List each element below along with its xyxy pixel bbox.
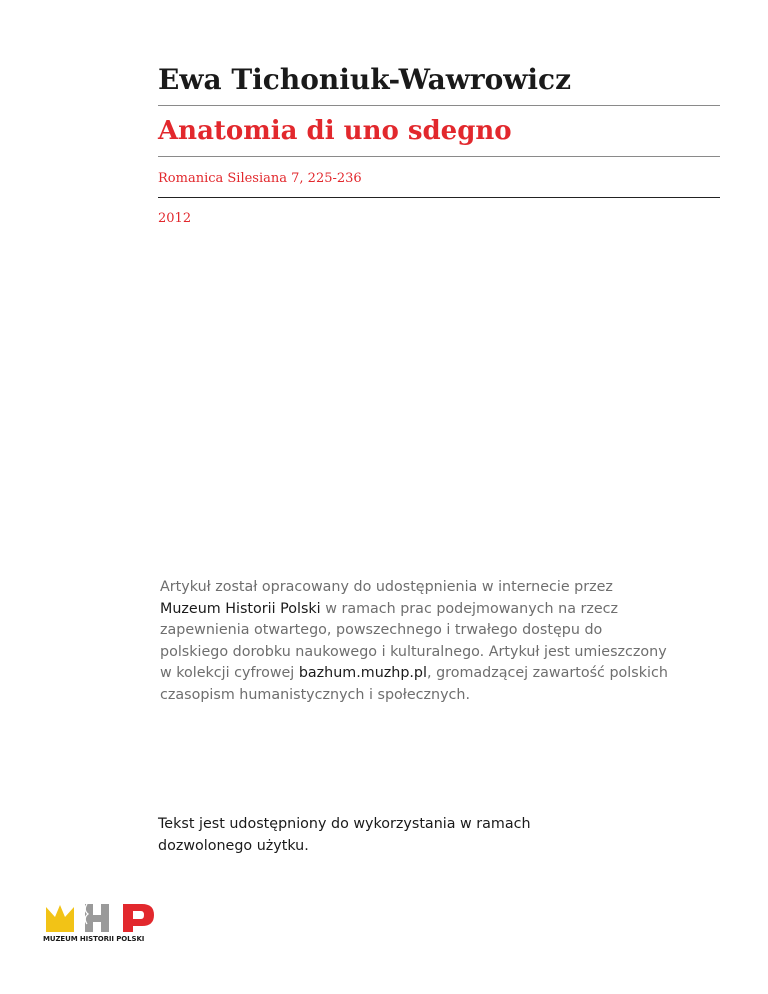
logo-p-shape [123,904,154,932]
notice-line: polskiego dorobku naukowego i kulturalnego. Artykuł jest umieszczony [160,643,667,660]
author-name: Ewa Tichoniuk-Wawrowicz [158,63,571,96]
museum-logo [43,900,173,946]
notice-text: , gromadzącej zawartość polskich [426,665,668,681]
divider [158,156,720,157]
notice-line [160,663,720,685]
notice-text: w kolekcji cyfrowej [160,665,299,681]
article-title: Anatomia di uno sdegno [158,116,512,146]
notice-text: w ramach prac podejmowanych na rzecz [320,600,619,617]
logo-h-shape [85,904,109,932]
museum-logo-icon [43,900,173,934]
divider [158,197,720,198]
divider [158,105,720,106]
collection-link[interactable]: bazhum.muzhp.pl [298,665,427,681]
notice-line: Artykuł został opracowany do udostępnienia w internecie przez [160,579,613,595]
license-line: dozwolonego użytku. [158,837,309,854]
digitization-notice [160,577,720,706]
publication-year: 2012 [158,211,192,226]
notice-line: czasopism humanistycznych i społecznych. [160,686,471,703]
logo-m-shape [46,905,74,932]
license-notice [158,814,608,857]
notice-line: zapewnienia otwartego, powszechnego i trwałego dostępu do [160,622,603,638]
license-line: Tekst jest udostępniony do wykorzystania w ramach [158,816,531,832]
article-source: Romanica Silesiana 7, 225-236 [158,171,362,186]
logo-caption: MUZEUM HISTORII POLSKI [43,935,145,943]
notice-line [160,599,720,621]
museum-name: Muzeum Historii Polski [160,600,321,617]
